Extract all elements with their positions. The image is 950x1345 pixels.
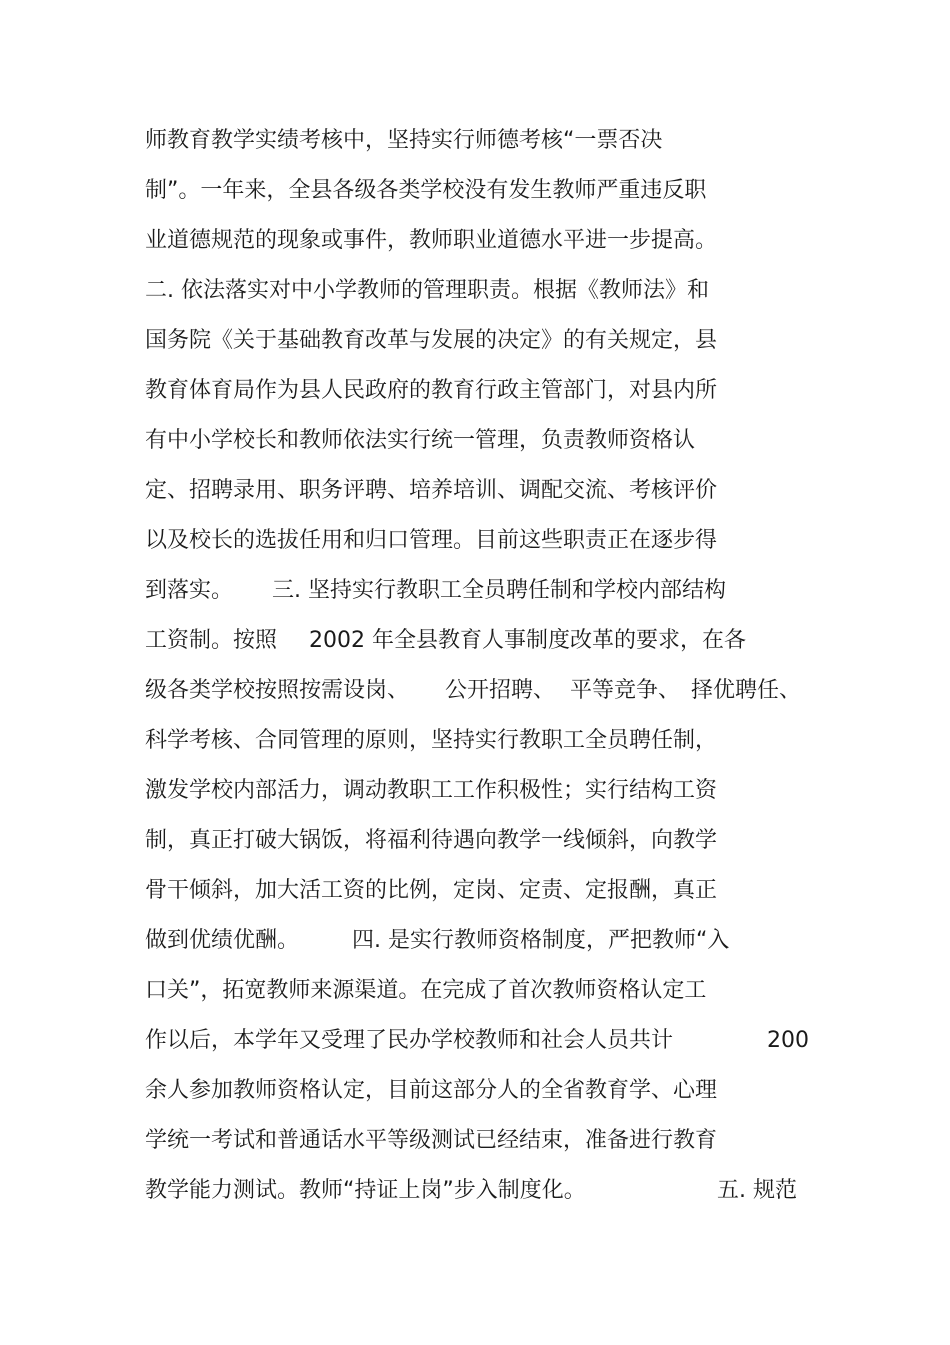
text-line-13: 科学考核、合同管理的原则，坚持实行教职工全员聘任制， [145,728,718,753]
text-line-14: 激发学校内部活力，调动教职工工作积极性；实行结构工资 [145,778,718,803]
text-line-12d: 择优聘任、 [691,678,802,703]
text-line-7: 有中小学校长和教师依法实行统一管理，负责教师资格认 [145,428,696,453]
text-line-19a: 作以后，本学年又受理了民办学校教师和社会人员共计 [145,1028,674,1053]
text-line-9: 以及校长的选拔任用和归口管理。目前这些职责正在逐步得 [145,528,718,553]
text-line-1: 师教育教学实绩考核中，坚持实行师德考核“一票否决 [145,128,663,153]
text-line-21: 学统一考试和普通话水平等级测试已经结束，准备进行教育 [145,1128,718,1153]
text-line-10a: 到落实。 [145,578,234,603]
text-line-8: 定、招聘录用、职务评聘、培养培训、调配交流、考核评价 [145,478,718,503]
text-line-22a: 教学能力测试。教师“持证上岗”步入制度化。 [145,1178,586,1203]
text-line-20: 余人参加教师资格认定，目前这部分人的全省教育学、心理 [145,1078,718,1103]
text-line-6: 教育体育局作为县人民政府的教育行政主管部门，对县内所 [145,378,718,403]
text-line-12c: 平等竞争、 [570,678,681,703]
text-line-22b: 五. 规范 [717,1178,797,1203]
text-line-11a: 工资制。按照 [145,628,278,653]
text-line-15: 制，真正打破大锅饭，将福利待遇向教学一线倾斜，向教学 [145,828,718,853]
text-line-3: 业道德规范的现象或事件，教师职业道德水平进一步提高。 [145,228,718,253]
text-line-5: 国务院《关于基础教育改革与发展的决定》的有关规定，县 [145,328,718,353]
text-line-17a: 做到优绩优酬。 [145,928,300,953]
text-line-12a: 级各类学校按照按需设岗、 [145,678,410,703]
text-line-4: 二. 依法落实对中小学教师的管理职责。根据《教师法》和 [145,278,709,303]
count-number: 200 [767,1028,809,1053]
text-line-11b: 年全县教育人事制度改革的要求，在各 [372,628,747,653]
text-line-10b: 三. 坚持实行教职工全员聘任制和学校内部结构 [272,578,726,603]
text-line-12b: 公开招聘、 [445,678,556,703]
text-line-16: 骨干倾斜，加大活工资的比例，定岗、定责、定报酬，真正 [145,878,718,903]
text-line-17b: 四. 是实行教师资格制度，严把教师“入 [352,928,730,953]
year-number: 2002 [309,628,365,653]
text-line-2: 制”。一年来，全县各级各类学校没有发生教师严重违反职 [145,178,707,203]
text-line-18: 口关”，拓宽教师来源渠道。在完成了首次教师资格认定工 [145,978,707,1003]
